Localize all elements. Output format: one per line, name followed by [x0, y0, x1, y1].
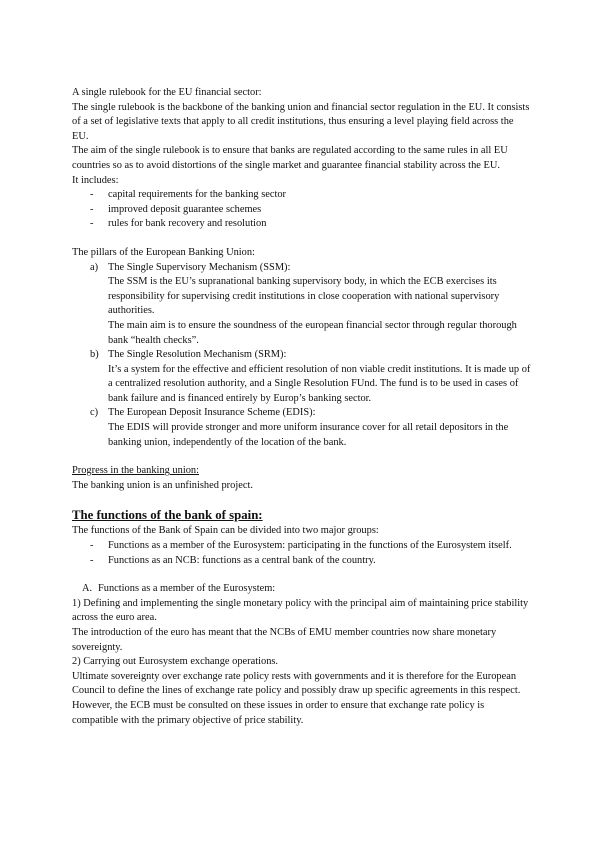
list-item: - improved deposit guarantee schemes: [90, 203, 532, 218]
list-item: - capital requirements for the banking sector: [90, 188, 532, 203]
document-body: [72, 86, 532, 728]
bank-of-spain-intro: The functions of the Bank of Spain can be divided into two major groups:: [72, 525, 379, 537]
pillar-text: The main aim is to ensure the soundness of the european financial sector through regular thorough bank “health checks”.: [108, 319, 517, 346]
pillar-title: The European Deposit Insurance Scheme (EDIS):: [108, 407, 316, 419]
pillar-title: The Single Resolution Mechanism (SRM):: [108, 349, 287, 361]
includes-list: [72, 188, 532, 232]
pillar-text: The SSM is the EU’s supranational banking supervisory body, in which the ECB exercises its responsibility for supervising credit institutions in close cooperation with national supervisory authorities.: [108, 276, 500, 317]
rulebook-heading: A single rulebook for the EU financial sector:: [72, 87, 262, 98]
pillars-heading: The pillars of the European Banking Union:: [72, 246, 255, 258]
rulebook-paragraph-2: The aim of the single rulebook is to ensure that banks are regulated according to the same rules in all EU countries so as to avoid distortions of the single market and guarantee financial stability across the EU.: [72, 145, 508, 171]
pillar-srm: [90, 348, 532, 406]
pillar-ssm: [90, 261, 532, 349]
pillar-marker: c): [90, 407, 99, 419]
pillar-marker: a): [90, 261, 99, 273]
section-a-label: Functions as a member of the Eurosystem:: [98, 583, 276, 595]
function-1-text: The introduction of the euro has meant that the NCBs of EMU member countries now share monetary sovereignty.: [72, 627, 497, 653]
pillar-marker: b): [90, 349, 99, 361]
list-item: - rules for bank recovery and resolution: [90, 217, 532, 232]
list-item: - Functions as an NCB: functions as a central bank of the country.: [90, 554, 532, 569]
list-item: - Functions as a member of the Eurosystem: participating in the functions of the Eurosystem itself.: [90, 539, 532, 554]
pillar-text: It’s a system for the effective and efficient resolution of non viable credit institutions. It is made up of a centralized resolution authority, and a Single Resolution FUnd. The fund is to be used in cases of bank failure and is financed entirely by Europ’s banking sector.: [108, 363, 531, 404]
function-2-title: 2) Carrying out Eurosystem exchange operations.: [72, 656, 279, 668]
progress-text: The banking union is an unfinished project.: [72, 479, 253, 491]
rulebook-paragraph-1: The single rulebook is the backbone of the banking union and financial sector regulation in the EU. It consists of a set of legislative texts that apply to all credit institutions, thus ensuring a level playing field across the EU.: [72, 101, 530, 142]
function-groups-list: [72, 539, 532, 568]
progress-heading: Progress in the banking union:: [72, 465, 199, 477]
section-a-marker: A.: [82, 583, 93, 595]
bank-of-spain-heading: The functions of the bank of spain:: [72, 508, 263, 523]
pillar-title: The Single Supervisory Mechanism (SSM):: [108, 261, 291, 273]
function-2-text: Ultimate sovereignty over exchange rate policy rests with governments and it is therefore for the European Council to define the lines of exchange rate policy and possibly draw up specific agreements in this respect. However, the ECB must be consulted on these issues in order to ensure that exchange rate policy is compatible with the primary objective of price stability.: [72, 670, 521, 726]
section-a-heading: [72, 582, 532, 597]
pillar-edis: [90, 406, 532, 450]
pillar-text: The EDIS will provide stronger and more uniform insurance cover for all retail depositors in the banking union, independently of the location of the bank.: [108, 422, 509, 448]
pillars-list: [72, 261, 532, 451]
function-1-title: 1) Defining and implementing the single monetary policy with the principal aim of maintaining price stability across the euro area.: [72, 597, 529, 624]
includes-label: It includes:: [72, 174, 119, 186]
